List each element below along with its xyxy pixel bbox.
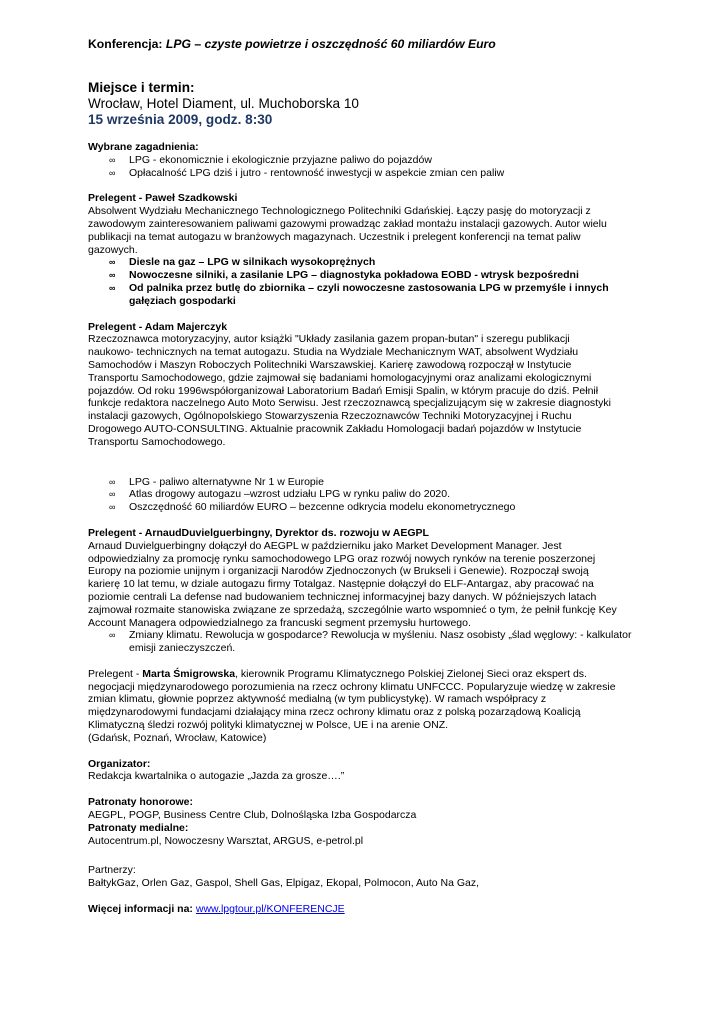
venue-date: 15 września 2009, godz. 8:30 <box>88 112 273 127</box>
infinity-bullet-icon: ∞ <box>109 489 116 500</box>
topics-heading: Wybrane zagadnienia: <box>88 141 199 153</box>
infinity-bullet-icon: ∞ <box>109 270 116 281</box>
infinity-bullet-icon: ∞ <box>109 154 116 165</box>
venue-heading: Miejsce i termin: <box>88 80 195 95</box>
list-item: ∞ LPG - paliwo alternatywne Nr 1 w Europie <box>109 475 324 488</box>
list-item: ∞ Zmiany klimatu. Rewolucja w gospodarce? Rewolucja w myśleniu. Nasz osobisty „ślad węglowy: - kalkulator emisji zanieczyszczeń. <box>109 629 632 655</box>
speaker4-prefix: Prelegent - <box>88 667 143 680</box>
infinity-bullet-icon: ∞ <box>109 502 116 513</box>
list-item: ∞ Diesle na gaz – LPG w silnikach wysokoprężnych <box>109 256 376 269</box>
infinity-bullet-icon: ∞ <box>109 167 116 178</box>
partners-text: BałtykGaz, Orlen Gaz, Gaspol, Shell Gas, Elpigaz, Ekopal, Polmocon, Auto Na Gaz, <box>88 877 480 890</box>
venue-place: Wrocław, Hotel Diament, ul. Muchoborska 10 <box>88 96 359 111</box>
list-item: ∞ Atlas drogowy autogazu –wzrost udziału LPG w rynku paliw do 2020. <box>109 488 451 501</box>
more-info-link[interactable]: www.lpgtour.pl/KONFERENCJE <box>195 903 345 916</box>
media-patrons-text: Autocentrum.pl, Nowoczesny Warsztat, ARGUS, e-petrol.pl <box>88 834 364 847</box>
speaker1-heading: Prelegent - Paweł Szadkowski <box>88 192 238 205</box>
organizer-text: Redakcja kwartalnika o autogazie „Jazda za grosze….” <box>88 770 345 783</box>
honorary-patrons-text: AEGPL, POGP, Business Centre Club, Dolnośląska Izba Gospodarcza <box>88 809 417 822</box>
list-item: ∞ Opłacalność LPG dziś i jutro - rentowność inwestycji w aspekcie zmian cen paliw <box>109 166 505 179</box>
list-item: ∞ Od palnika przez butlę do zbiornika – czyli nowoczesne zastosowania LPG w przemyśle i innych gałęziach gospodarki <box>109 281 609 307</box>
honorary-patrons-heading: Patronaty honorowe: <box>88 796 194 809</box>
speaker2-talks <box>88 476 664 514</box>
more-info-label: Więcej informacji na: <box>88 903 196 916</box>
speaker1-bio: Absolwent Wydziału Mechanicznego Technologicznego Politechniki Gdańskiej. Łączy pasję do motoryzacji z zawodowym zainteresowaniem paliwami gazowymi prowadząc zakład montażu instalacji gazowych. Autor wielu publikacji na temat autogazu w branżowych magazynach. Uczestnik i prelegent konferencji na temat paliw gazowych. <box>88 205 607 256</box>
conference-name: LPG – czyste powietrze i oszczędność 60 miliardów Euro <box>165 37 496 51</box>
speaker3-bio: Arnaud Duvielguerbingny dołączył do AEGPL w październiku jako Market Development Manager. Jest odpowiedzialny za promocję rynku samochodowego LPG oraz rozwój nowych rynków na terenie poszerzonej Europy na poziomie unijnym i organizacji Narodów Zjednoczonych (w Brukseli i Genewie). Rozpoczął swoją karierę 10 lat temu, w dziale autogazu firmy Totalgaz. Następnie dołączył do ELF-Antargaz, aby pracować na poziomie centrali La defense nad budowaniem technicznej informacyjnej bazy danych. W późniejszych latach zajmował rozmaite stanowiska związane ze sprzedażą, szczególnie warto wspomnieć o tym, że pełnił funkcję Key Account Managera odpowiedzialnego za francuski segment przemysłu hurtowego. <box>88 539 617 629</box>
infinity-bullet-icon: ∞ <box>109 257 116 268</box>
infinity-bullet-icon: ∞ <box>109 282 116 293</box>
speaker2-bio: Rzeczoznawca motoryzacyjny, autor książki "Układy zasilania gazem propan-butan" i szeregu publikacji naukowo- technicznych na temat autogazu. Studia na Wydziale Mechanicznym WAT, absolwent Wydziału Samochodów i Maszyn Roboczych Politechniki Warszawskiej. Karierę zawodową rozpoczął w Instytucie Transportu Samochodowego, gdzie zajmował się badaniami homologacyjnymi oraz analizami ekologicznymi pojazdów. Od roku 1996współorganizował Laboratorium Badań Emisji Spalin, w którym pracuje do dziś. Pełnił funkcje redaktora naczelnego Auto Moto Serwisu. Jest rzeczoznawcą specjalizującym się w zakresie diagnostyki instalacji gazowych, Ogólnopolskiego Stowarzyszenia Rzeczoznawców Techniki Motoryzacyjnej i Ruchu Drogowego AUTO-CONSULTING. Aktualnie pracownik Zakładu Homologacji badań pojazdów w Instytucie Transportu Samochodowego. <box>88 333 611 448</box>
list-item: ∞ Nowoczesne silniki, a zasilanie LPG – diagnostyka pokładowa EOBD - wtrysk bezpośredni <box>109 269 579 282</box>
conference-title <box>88 37 664 52</box>
speaker3-talks <box>88 629 664 655</box>
media-patrons-heading: Patronaty medialne: <box>88 821 189 834</box>
infinity-bullet-icon: ∞ <box>109 630 116 641</box>
list-item: ∞ Oszczędność 60 miliardów EURO – bezcenne odkrycia modelu ekonometrycznego <box>109 501 516 514</box>
speaker2-heading: Prelegent - Adam Majerczyk <box>88 320 228 333</box>
speaker4-bio: Prelegent - Marta Śmigrowska, kierownik Programu Klimatycznego Polskiej Zielonej Sieci oraz ekspert ds. negocjacji międzynarodowego porozumienia na rzecz ochrony klimatu UNFCCC. Popularyzuje wiedzę w zakresie zmian klimatu, głownie poprzez aktywność medialną (w tym publicystykę). W ramach współpracy z międzynarodowymi fundacjami działający mina rzecz ochrony klimatu oraz z polską pozarządową Koalicją Klimatyczną śledzi rozwój polityki klimatycznej w Polsce, UE i na arenie ONZ. (Gdańsk, Poznań, Wrocław, Katowice) <box>88 667 616 744</box>
speaker1-talks <box>88 256 664 307</box>
partners-heading: Partnerzy: <box>88 864 136 877</box>
speaker4-name: Marta Śmigrowska <box>142 667 236 680</box>
organizer-heading: Organizator: <box>88 757 151 770</box>
speaker3-heading: Prelegent - ArnaudDuvielguerbingny, Dyrektor ds. rozwoju w AEGPL <box>88 526 429 539</box>
conference-label: Konferencja: <box>88 37 166 51</box>
more-info <box>88 903 664 916</box>
infinity-bullet-icon: ∞ <box>109 476 116 487</box>
topics-list <box>88 154 664 180</box>
list-item: ∞ LPG - ekonomicznie i ekologicznie przyjazne paliwo do pojazdów <box>109 153 432 166</box>
